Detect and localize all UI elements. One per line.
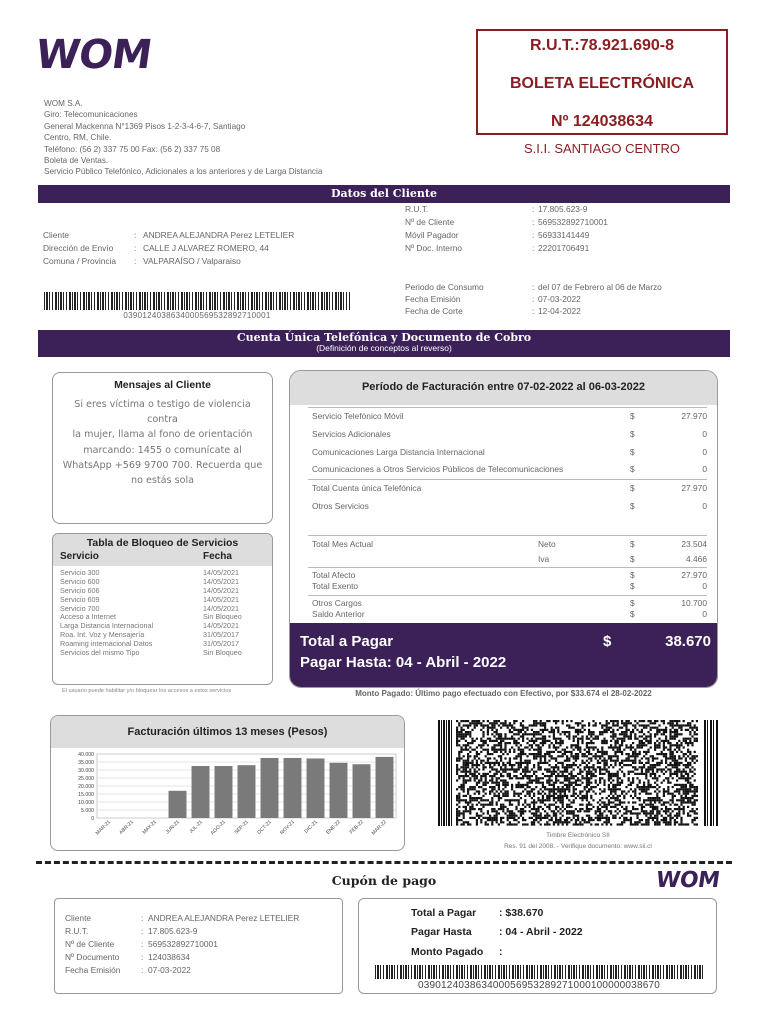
fact-item-label: Total Cuenta única Telefónica <box>312 483 422 493</box>
chart-title: Facturación últimos 13 meses (Pesos) <box>127 726 328 738</box>
fact-item-label: Comunicaciones a Otros Servicios Públicos de Telecomunicaciones <box>312 464 564 474</box>
kv-label: Fecha Emisión <box>405 294 461 304</box>
cuenta-unica-title: Cuenta Única Telefónica y Documento de Cobro <box>236 331 532 344</box>
barcode-number: 039012403863400056953289271000​1 <box>123 311 271 320</box>
exento-value: 0 <box>702 581 707 591</box>
kv-value: ANDREA ALEJANDRA Perez LETELIER <box>148 913 300 923</box>
neto-value: 23.504 <box>681 539 707 549</box>
kv-row: R.U.T. : 17.805.623-9 <box>405 204 588 214</box>
kv-label: Periodo de Consumo <box>405 282 484 292</box>
total-label: Total a Pagar <box>300 633 394 650</box>
kv-row: Nº de Cliente : 569532892710001 <box>65 939 218 949</box>
periodo-info <box>405 282 725 320</box>
x-tick-label: MAR-21 <box>94 819 112 837</box>
bar-feb-22 <box>353 764 371 818</box>
chart-box <box>50 715 405 851</box>
mensajes-title: Mensajes al Cliente <box>114 379 211 391</box>
kv-row: Cliente : ANDREA ALEJANDRA Perez LETELIER <box>65 913 300 923</box>
bar-dic-21 <box>307 758 325 818</box>
issuer-rut: R.U.T.:78.921.690-8 <box>529 37 675 54</box>
cupon-total-value: : $38.670 <box>499 907 544 919</box>
otros-cargos-value: 10.700 <box>681 598 707 608</box>
timbre-label: Timbre Electrónico SII <box>546 832 610 839</box>
timbre-electronico-code <box>438 720 718 826</box>
rut-box <box>476 29 728 135</box>
cuenta-unica-header <box>38 330 730 357</box>
cuenta-unica-subtitle: (Definición de conceptos al reverso) <box>316 343 452 353</box>
fact-item-value: 0 <box>702 501 707 511</box>
kv-value: 569532892710001 <box>538 217 608 227</box>
wom-logo-small: WOM <box>654 868 722 893</box>
afecto-value: 27.970 <box>681 570 707 580</box>
x-tick-label: ABR-21 <box>118 819 135 836</box>
kv-value: VALPARAÍSO / Valparaiso <box>143 256 241 266</box>
kv-row: Fecha de Corte : 12-04-2022 <box>405 306 581 316</box>
x-tick-label: MAY-21 <box>141 819 158 836</box>
cupon-monto-label: Monto Pagado <box>411 946 484 958</box>
kv-value: 22201706491 <box>538 243 590 253</box>
kv-row: Cliente : ANDREA ALEJANDRA Perez LETELIER <box>43 230 295 240</box>
pagar-hasta: Pagar Hasta: 04 - Abril - 2022 <box>300 654 507 671</box>
kv-value: del 07 de Febrero al 06 de Marzo <box>538 282 662 292</box>
y-tick-label: 15.000 <box>78 792 94 798</box>
table-row: Roaming internacional Datos 31/05/2017 <box>60 639 239 649</box>
kv-value: 17.805.623-9 <box>148 926 198 936</box>
bloqueo-note: El usuario puede habilitar y/o bloquear los accesos a estos servicios <box>62 688 232 694</box>
kv-row: R.U.T. : 17.805.623-9 <box>65 926 198 936</box>
table-row: Servicio 606 14/05/2021 <box>60 585 239 595</box>
cupon-pagar-hasta-value: : 04 - Abril - 2022 <box>499 926 583 938</box>
fact-item-value: 0 <box>702 447 707 457</box>
y-tick-label: 20.000 <box>78 784 94 790</box>
kv-value: 17.805.623-9 <box>538 204 588 214</box>
kv-label: Nº de Cliente <box>405 217 455 227</box>
company-info <box>44 98 322 178</box>
bloqueo-title: Tabla de Bloqueo de Servicios <box>86 537 239 549</box>
total-mes-label: Total Mes Actual <box>312 539 373 549</box>
cupon-total-label: Total a Pagar <box>411 907 477 919</box>
kv-label: Nº Doc. Interno <box>405 243 463 253</box>
kv-value: ANDREA ALEJANDRA Perez LETELIER <box>143 230 295 240</box>
mensaje-line: la mujer, llama al fono de orientación <box>72 429 253 441</box>
bar-jul-21 <box>192 766 210 818</box>
fact-item-label: Comunicaciones Larga Distancia Internacional <box>312 447 485 457</box>
fact-item-label: Otros Servicios <box>312 501 369 511</box>
fact-item-label: Servicios Adicionales <box>312 429 391 439</box>
company-line: Teléfono: (56 2) 337 75 00 Fax: (56 2) 337 75 08 <box>44 144 221 154</box>
y-tick-label: 35.000 <box>78 760 94 766</box>
kv-value: 12-04-2022 <box>538 306 581 316</box>
monto-pagado: Monto Pagado: Último pago efectuado con Efectivo, por $33.674 el 28-02-2022 <box>355 689 652 698</box>
table-row: Servicio 600 14/05/2021 <box>60 576 239 586</box>
total-currency: $ <box>603 633 612 650</box>
mensaje-line: WhatsApp +569 9700 700. Recuerda que <box>62 459 263 471</box>
currency-sign: $ <box>630 411 635 421</box>
fact-item-value: 27.970 <box>681 411 707 421</box>
kv-label: Móvil Pagador <box>405 230 459 240</box>
kv-label: R.U.T. <box>65 926 89 936</box>
y-tick-label: 0 <box>91 816 94 822</box>
kv-row: Nº Doc. Interno : 22201706491 <box>405 243 590 253</box>
mensaje-line: Si eres víctima o testigo de violencia contra <box>74 399 251 426</box>
barcode <box>375 965 703 979</box>
x-tick-label: OCT-21 <box>256 819 273 836</box>
y-tick-label: 30.000 <box>78 768 94 774</box>
kv-label: Nº de Cliente <box>65 939 115 949</box>
bar-ago-21 <box>215 766 233 818</box>
fact-item-value: 0 <box>702 464 707 474</box>
company-line: Centro, RM, Chile. <box>44 133 112 143</box>
x-tick-label: FEB-22 <box>348 819 365 836</box>
y-tick-label: 10.000 <box>78 800 94 806</box>
table-row: Servicio 609 14/05/2021 <box>60 594 239 604</box>
x-tick-label: MAR-22 <box>370 819 388 837</box>
neto-label: Neto <box>538 539 556 549</box>
kv-value: 124038634 <box>148 952 190 962</box>
company-line: Boleta de Ventas. <box>44 156 109 166</box>
iva-label: Iva <box>538 554 550 564</box>
kv-row: Nº Documento : 124038634 <box>65 952 190 962</box>
kv-label: Fecha de Corte <box>405 306 463 316</box>
x-tick-label: JUL-21 <box>188 819 204 835</box>
barcode-number: 039012403863400056953289271000100000038670 <box>418 980 660 991</box>
y-tick-label: 5.000 <box>81 808 94 814</box>
kv-value: 56933141449 <box>538 230 590 240</box>
bar-mar-22 <box>376 757 394 818</box>
facturacion-box <box>289 370 718 688</box>
currency-sign: $ <box>630 609 635 619</box>
kv-label: R.U.T. <box>405 204 429 214</box>
saldo-label: Saldo Anterior <box>312 609 365 619</box>
kv-row: Nº de Cliente : 569532892710001 <box>405 217 608 227</box>
timbre-resolution: Res. 91 del 2008. - Verifique documento: www.sii.cl <box>504 843 652 850</box>
billing-chart <box>51 746 403 850</box>
currency-sign: $ <box>630 581 635 591</box>
cliente-info-right <box>405 204 725 256</box>
iva-value: 4.466 <box>686 554 707 564</box>
x-tick-label: SEP-21 <box>233 819 250 836</box>
kv-label: Nº Documento <box>65 952 120 962</box>
bloqueo-box <box>52 533 273 685</box>
table-row: Roa. Int. Voz y Mensajería 31/05/2017 <box>60 630 239 640</box>
currency-sign: $ <box>630 554 635 564</box>
datos-cliente-header: Datos del Cliente <box>38 185 730 203</box>
company-line: Servicio Público Telefónico, Adicionales a los anteriores y de Larga Distancia <box>44 167 323 177</box>
currency-sign: $ <box>630 570 635 580</box>
total-value: 38.670 <box>665 633 711 650</box>
mensajes-box <box>52 372 273 524</box>
x-tick-label: DIC-21 <box>303 819 319 835</box>
x-tick-label: JUN-21 <box>164 819 181 836</box>
bloqueo-rows <box>60 568 270 657</box>
kv-label: Dirección de Envío <box>43 243 114 253</box>
y-tick-label: 25.000 <box>78 776 94 782</box>
kv-value: CALLE J ALVAREZ ROMERO, 44 <box>143 243 269 253</box>
cliente-info-left <box>43 230 383 270</box>
kv-label: Comuna / Provincia <box>43 256 117 266</box>
cupon-client-box <box>54 898 343 994</box>
currency-sign: $ <box>630 464 635 474</box>
bloqueo-col-fecha: Fecha <box>203 551 232 562</box>
saldo-value: 0 <box>702 609 707 619</box>
kv-row: Comuna / Provincia : VALPARAÍSO / Valparaiso <box>43 256 241 266</box>
kv-label: Cliente <box>65 913 92 923</box>
kv-row: Dirección de Envío : CALLE J ALVAREZ ROMERO, 44 <box>43 243 269 253</box>
total-box <box>290 623 717 688</box>
kv-value: 07-03-2022 <box>538 294 581 304</box>
cupon-monto-value: : <box>499 946 503 958</box>
kv-label: Fecha Emisión <box>65 965 121 975</box>
currency-sign: $ <box>630 447 635 457</box>
x-tick-label: ENE-22 <box>325 819 342 836</box>
company-line: General Mackenna N°1369 Pisos 1-2-3-4-6-7, Santiago <box>44 121 246 131</box>
kv-row: Móvil Pagador : 56933141449 <box>405 230 590 240</box>
exento-label: Total Exento <box>312 581 359 591</box>
table-row: Acceso a Internet Sin Bloqueo <box>60 612 242 622</box>
currency-sign: $ <box>630 429 635 439</box>
currency-sign: $ <box>630 539 635 549</box>
fact-item-label: Servicio Telefónico Móvil <box>312 411 404 421</box>
x-tick-label: NOV-21 <box>279 819 296 836</box>
otros-cargos-label: Otros Cargos <box>312 598 362 608</box>
currency-sign: $ <box>630 501 635 511</box>
kv-value: 07-03-2022 <box>148 965 191 975</box>
y-tick-label: 40.000 <box>78 752 94 758</box>
bloqueo-col-servicio: Servicio <box>60 551 99 562</box>
cut-line <box>36 861 732 864</box>
bar-sep-21 <box>238 765 256 818</box>
currency-sign: $ <box>630 598 635 608</box>
company-line: Giro: Telecomunicaciones <box>44 110 138 120</box>
kv-value: 569532892710001 <box>148 939 218 949</box>
x-tick-label: AGO-21 <box>209 819 227 837</box>
table-row: Servicio 700 14/05/2021 <box>60 603 239 613</box>
mensaje-line: no estás sola <box>130 475 194 487</box>
bar-nov-21 <box>284 758 302 818</box>
cupon-pagar-hasta-label: Pagar Hasta <box>411 926 472 938</box>
kv-row: Periodo de Consumo : del 07 de Febrero al 06 de Marzo <box>405 282 662 292</box>
mensajes-body <box>59 397 266 488</box>
table-row: Servicios del mismo Tipo Sin Bloqueo <box>60 648 242 658</box>
kv-label: Cliente <box>43 230 70 240</box>
cupon-payment-box <box>358 898 717 994</box>
bar-oct-21 <box>261 758 279 818</box>
cupon-title: Cupón de pago <box>331 873 437 888</box>
document-type: BOLETA ELECTRÓNICA <box>510 75 694 92</box>
kv-row: Fecha Emisión : 07-03-2022 <box>65 965 191 975</box>
mensaje-line: marcando: 1455 o comunícate al <box>83 444 242 456</box>
wom-logo: WOM <box>32 32 155 78</box>
company-line: WOM S.A. <box>44 99 83 108</box>
fact-item-value: 27.970 <box>681 483 707 493</box>
table-row: Larga Distancia Internacional 14/05/2021 <box>60 621 239 631</box>
barcode <box>44 292 350 310</box>
bar-ene-22 <box>330 763 348 818</box>
fact-item-value: 0 <box>702 429 707 439</box>
document-number: Nº 124038634 <box>551 113 653 130</box>
currency-sign: $ <box>630 483 635 493</box>
table-row: Servicio 300 14/05/2021 <box>60 568 239 577</box>
kv-row: Fecha Emisión : 07-03-2022 <box>405 294 581 304</box>
facturacion-title: Período de Facturación entre 07-02-2022 al 06-03-2022 <box>361 381 646 393</box>
sii-office: S.I.I. SANTIAGO CENTRO <box>523 141 681 156</box>
bar-jun-21 <box>169 791 187 818</box>
afecto-label: Total Afecto <box>312 570 356 580</box>
